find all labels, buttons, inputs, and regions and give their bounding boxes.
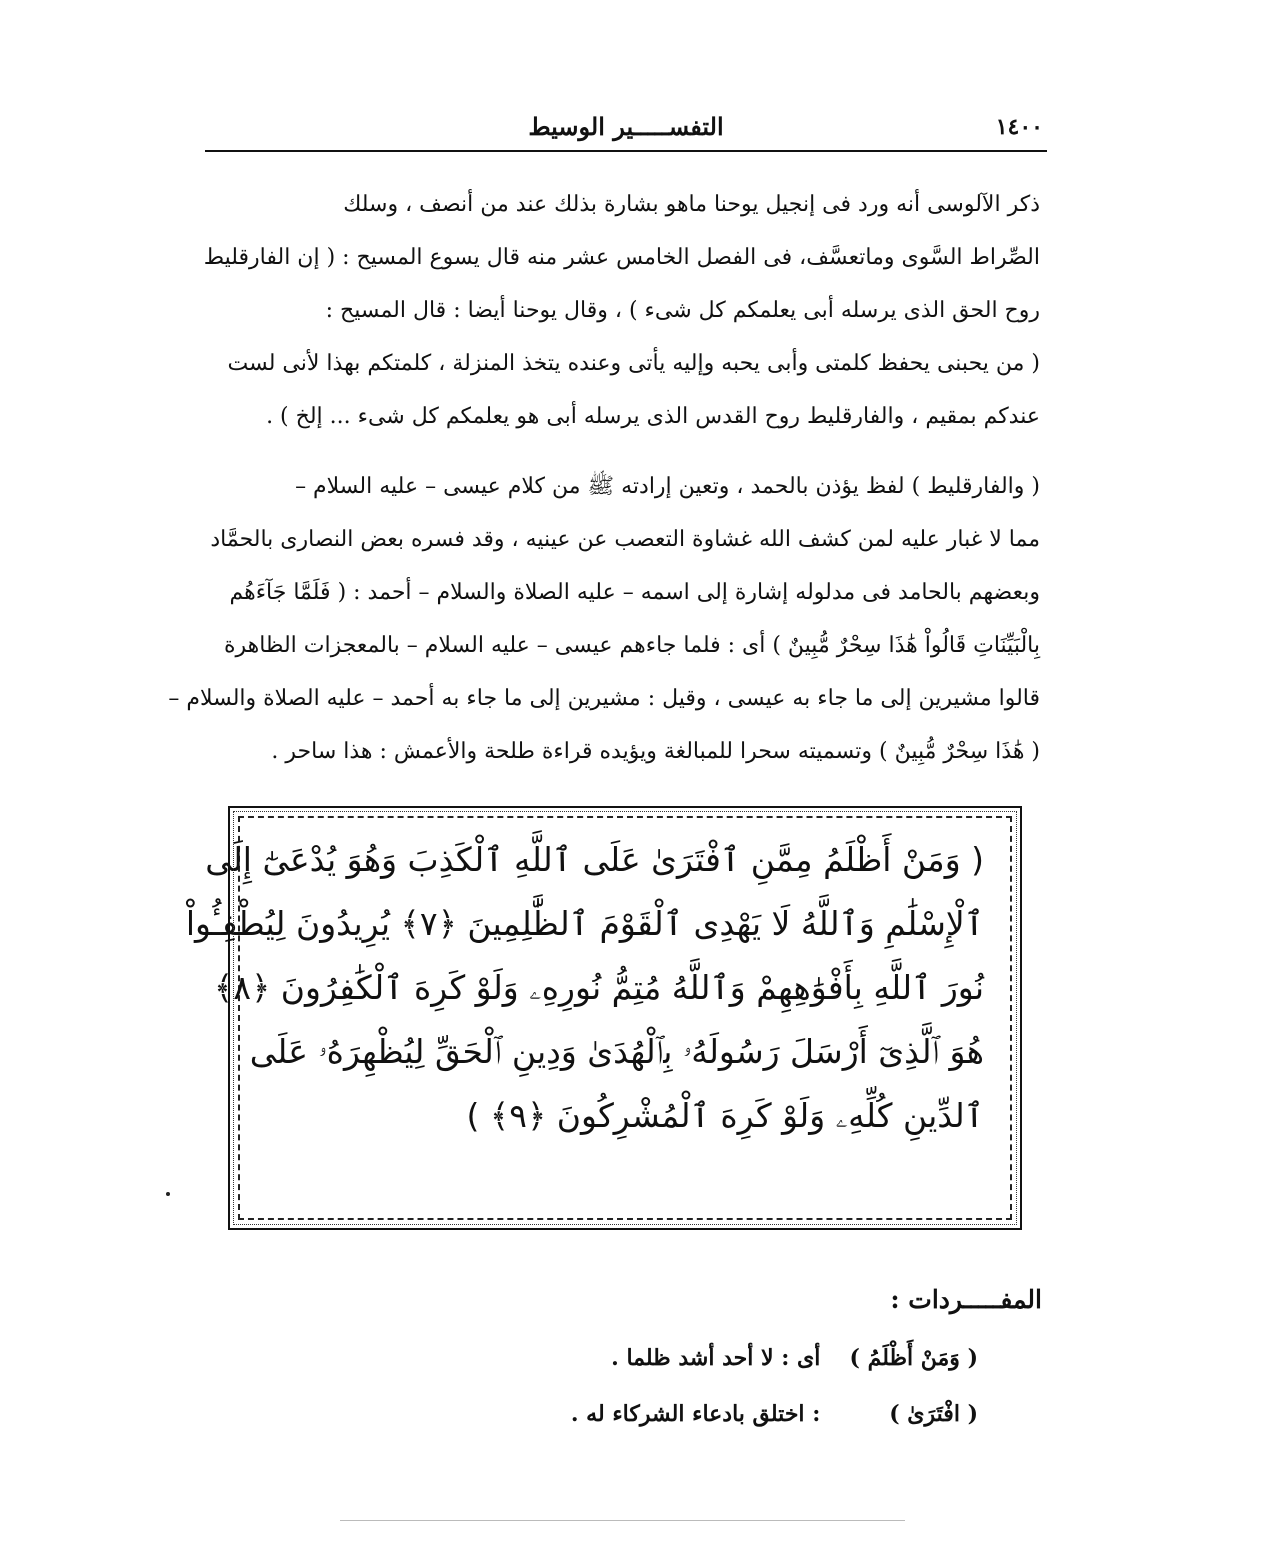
text-line: وبعضهم بالحامد فى مدلوله إشارة إلى اسمه – عليه الصلاة والسلام – أحمد : ( فَلَمَّا جَآءَهُم [229,580,1040,605]
verse-line: ( وَمَنْ أَظْلَمُ مِمَّنِ ٱفْتَرَىٰ عَلَى ٱللَّهِ ٱلْكَذِبَ وَهُوَ يُدْعَىٰٓ إِلَى [205,840,984,879]
footer-rule [340,1520,905,1521]
vocabulary-item [278,1386,978,1442]
text-line: بِالْبَيِّنَاتِ قَالُواْ هَٰذَا سِحْرٌ مُّبِينٌ ) أى : فلما جاءهم عيسى – عليه السلام – بالمعجزات الظاهرة [223,633,1040,658]
commentary-paragraph-1 [205,178,1040,443]
text-line: ( هَٰذَا سِحْرٌ مُّبِينٌ ) وتسميته سحرا للمبالغة ويؤيده قراءة طلحة والأعمش : هذا ساحر . [271,739,1040,764]
verse-line: ٱلدِّينِ كُلِّهِۦ وَلَوْ كَرِهَ ٱلْمُشْرِكُونَ ﴿٩﴾ ) [466,1096,984,1135]
vocabulary-term: ( وَمَنْ أَظْلَمُ ) [849,1345,978,1371]
vocabulary-item [278,1330,978,1386]
quran-verse-frame [185,806,1022,1230]
text-line: قالوا مشيرين إلى ما جاء به عيسى ، وقيل : مشيرين إلى ما جاء به أحمد – عليه الصلاة والسلام – [168,686,1040,711]
text-line: روح الحق الذى يرسله أبى يعلمكم كل شىء ) ، وقال يوحنا أيضا : قال المسيح : [325,298,1040,323]
page-number: ١٤٠٠ [995,114,1043,140]
vocabulary-term: ( افْتَرَىٰ ) [889,1401,978,1427]
commentary-paragraph-2 [168,460,1040,778]
verse-line: نُورَ ٱللَّهِ بِأَفْوَٰهِهِمْ وَٱللَّهُ مُتِمُّ نُورِهِۦ وَلَوْ كَرِهَ ٱلْكَٰفِرُونَ ﴿٨﴾ [213,968,984,1007]
text-line: الصِّراط السَّوى وماتعسَّف، فى الفصل الخامس عشر منه قال يسوع المسيح : ( إن الفارقليط [203,245,1040,270]
quran-verses [185,828,984,1148]
scan-speck [166,1192,170,1196]
text-line: مما لا غبار عليه لمن كشف الله غشاوة التعصب عن عينيه ، وقد فسره بعض النصارى بالحمَّاد [210,527,1040,552]
verse-line: هُوَ ٱلَّذِىٓ أَرْسَلَ رَسُولَهُۥ بِٱلْهُدَىٰ وَدِينِ ٱلْحَقِّ لِيُظْهِرَهُۥ عَلَى [249,1032,984,1071]
vocabulary-heading: المفـــــردات : [890,1285,1042,1314]
verse-line: ٱلْإِسْلَٰمِ وَٱللَّهُ لَا يَهْدِى ٱلْقَوْمَ ٱلظَّٰلِمِينَ ﴿٧﴾ يُرِيدُونَ لِيُطْفِـُٔواْ [185,904,984,943]
text-line: ( والفارقليط ) لفظ يؤذن بالحمد ، وتعين إرادته ﷺ من كلام عيسى – عليه السلام – [295,474,1040,499]
vocabulary-list [278,1330,978,1442]
vocabulary-definition: : اختلق بادعاء الشركاء له . [570,1401,821,1427]
vocabulary-definition: أى : لا أحد أشد ظلما . [611,1345,821,1371]
book-title: التفســـــير الوسيط [528,112,724,141]
page-header [205,110,1047,152]
text-line: عندكم بمقيم ، والفارقليط روح القدس الذى يرسله أبى هو يعلمكم كل شىء ... إلخ ) . [266,404,1040,429]
text-line: ( من يحبنى يحفظ كلمتى وأبى يحبه وإليه يأتى وعنده يتخذ المنزلة ، كلمتكم بهذا لأنى لست [227,351,1040,376]
text-line: ذكر الآلوسى أنه ورد فى إنجيل يوحنا ماهو بشارة بذلك عند من أنصف ، وسلك [343,192,1040,217]
